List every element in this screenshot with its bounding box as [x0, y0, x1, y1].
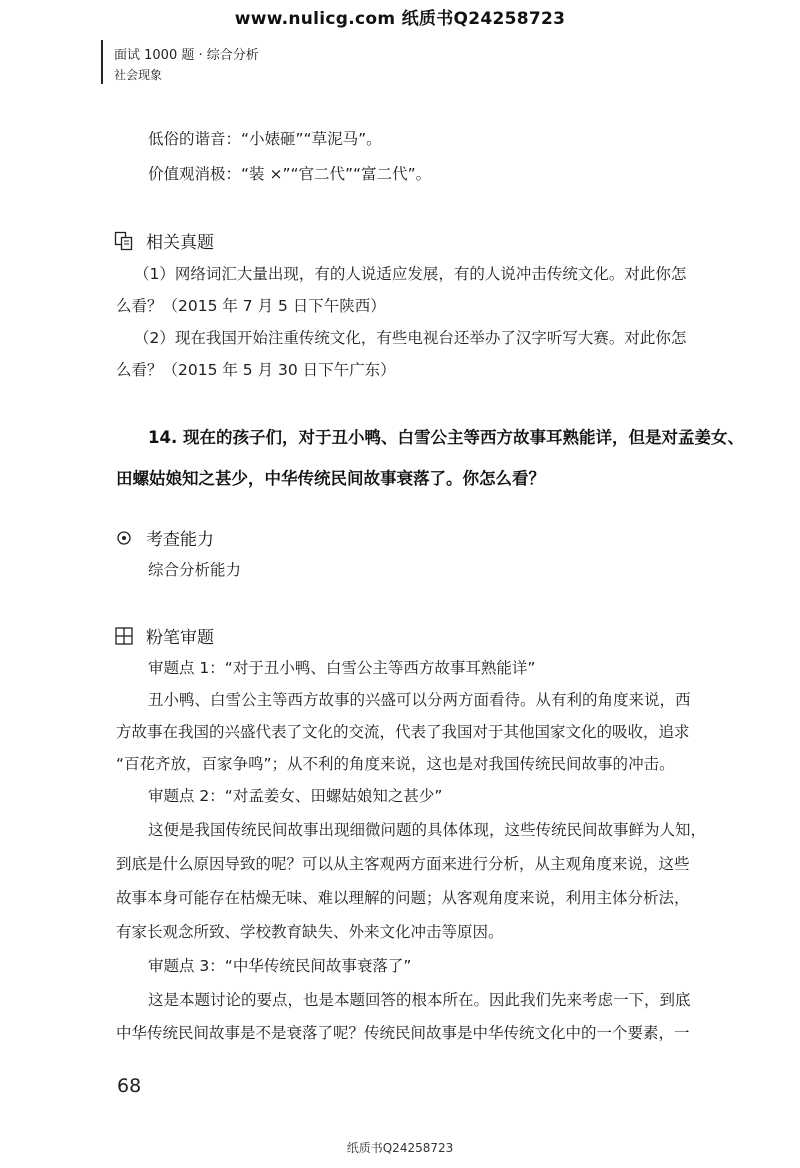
header-divider	[101, 40, 103, 84]
analysis-line: 丑小鸭、白雪公主等西方故事的兴盛可以分两方面看待。从有利的角度来说，西	[148, 691, 691, 709]
question-line: 田螺姑娘知之甚少，中华传统民间故事衰落了。你怎么看？	[116, 469, 545, 488]
related-line: 么看？（2015 年 7 月 5 日下午陕西）	[116, 297, 386, 315]
chapter-subtitle: 社会现象	[114, 68, 163, 82]
watermark-bottom: 纸质书Q24258723	[346, 1141, 454, 1155]
analysis-line: 有家长观念所致、学校教育缺失、外来文化冲击等原因。	[116, 923, 504, 941]
analysis-line: 中华传统民间故事是不是衰落了呢？传统民间故事是中华传统文化中的一个要素，一	[116, 1024, 690, 1042]
intro-line: 低俗的谐音：“小婊砸”“草泥马”。	[148, 130, 382, 148]
analysis-point-heading: 审题点 2：“对孟姜女、田螺姑娘知之甚少”	[148, 787, 443, 805]
analysis-line: 故事本身可能存在枯燥无味、难以理解的问题；从客观角度来说，利用主体分析法，	[116, 889, 690, 907]
analysis-point-heading: 审题点 3：“中华传统民间故事衰落了”	[148, 957, 412, 975]
related-questions-heading	[114, 228, 214, 253]
book-title: 面试 1000 题 · 综合分析	[114, 48, 259, 63]
ability-text: 综合分析能力	[148, 561, 242, 579]
analysis-line: 到底是什么原因导致的呢？可以从主客观两方面来进行分析，从主观角度来说，这些	[116, 855, 690, 873]
related-line: （1）网络词汇大量出现，有的人说适应发展，有的人说冲击传统文化。对此你怎	[134, 265, 687, 283]
intro-line: 价值观消极：“装 ×”“官二代”“富二代”。	[148, 165, 432, 183]
analysis-line: “百花齐放，百家争鸣”；从不利的角度来说，这也是对我国传统民间故事的冲击。	[116, 755, 675, 773]
analysis-point-heading: 审题点 1：“对于丑小鸭、白雪公主等西方故事耳熟能详”	[148, 659, 536, 677]
analysis-line: 方故事在我国的兴盛代表了文化的交流，代表了我国对于其他国家文化的吸收，追求	[116, 723, 690, 741]
section-title: 相关真题	[146, 233, 214, 253]
related-line: 么看？（2015 年 5 月 30 日下午广东）	[116, 361, 396, 379]
analysis-line: 这便是我国传统民间故事出现细微问题的具体体现，这些传统民间故事鲜为人知，	[148, 821, 707, 839]
page-number: 68	[117, 1075, 142, 1097]
section-title: 粉笔审题	[146, 628, 214, 648]
watermark-top: www.nulicg.com 纸质书Q24258723	[234, 9, 566, 29]
related-line: （2）现在我国开始注重传统文化，有些电视台还举办了汉字听写大赛。对此你怎	[134, 329, 687, 347]
section-title: 考查能力	[146, 530, 214, 550]
question-line: 14. 现在的孩子们，对于丑小鸭、白雪公主等西方故事耳熟能详，但是对孟姜女、	[148, 428, 744, 447]
ability-heading	[114, 525, 214, 550]
notes-icon	[114, 231, 134, 251]
analysis-heading	[114, 623, 214, 648]
pen-icon	[114, 626, 134, 646]
analysis-line: 这是本题讨论的要点，也是本题回答的根本所在。因此我们先来考虑一下，到底	[148, 991, 691, 1009]
target-icon	[114, 528, 134, 548]
